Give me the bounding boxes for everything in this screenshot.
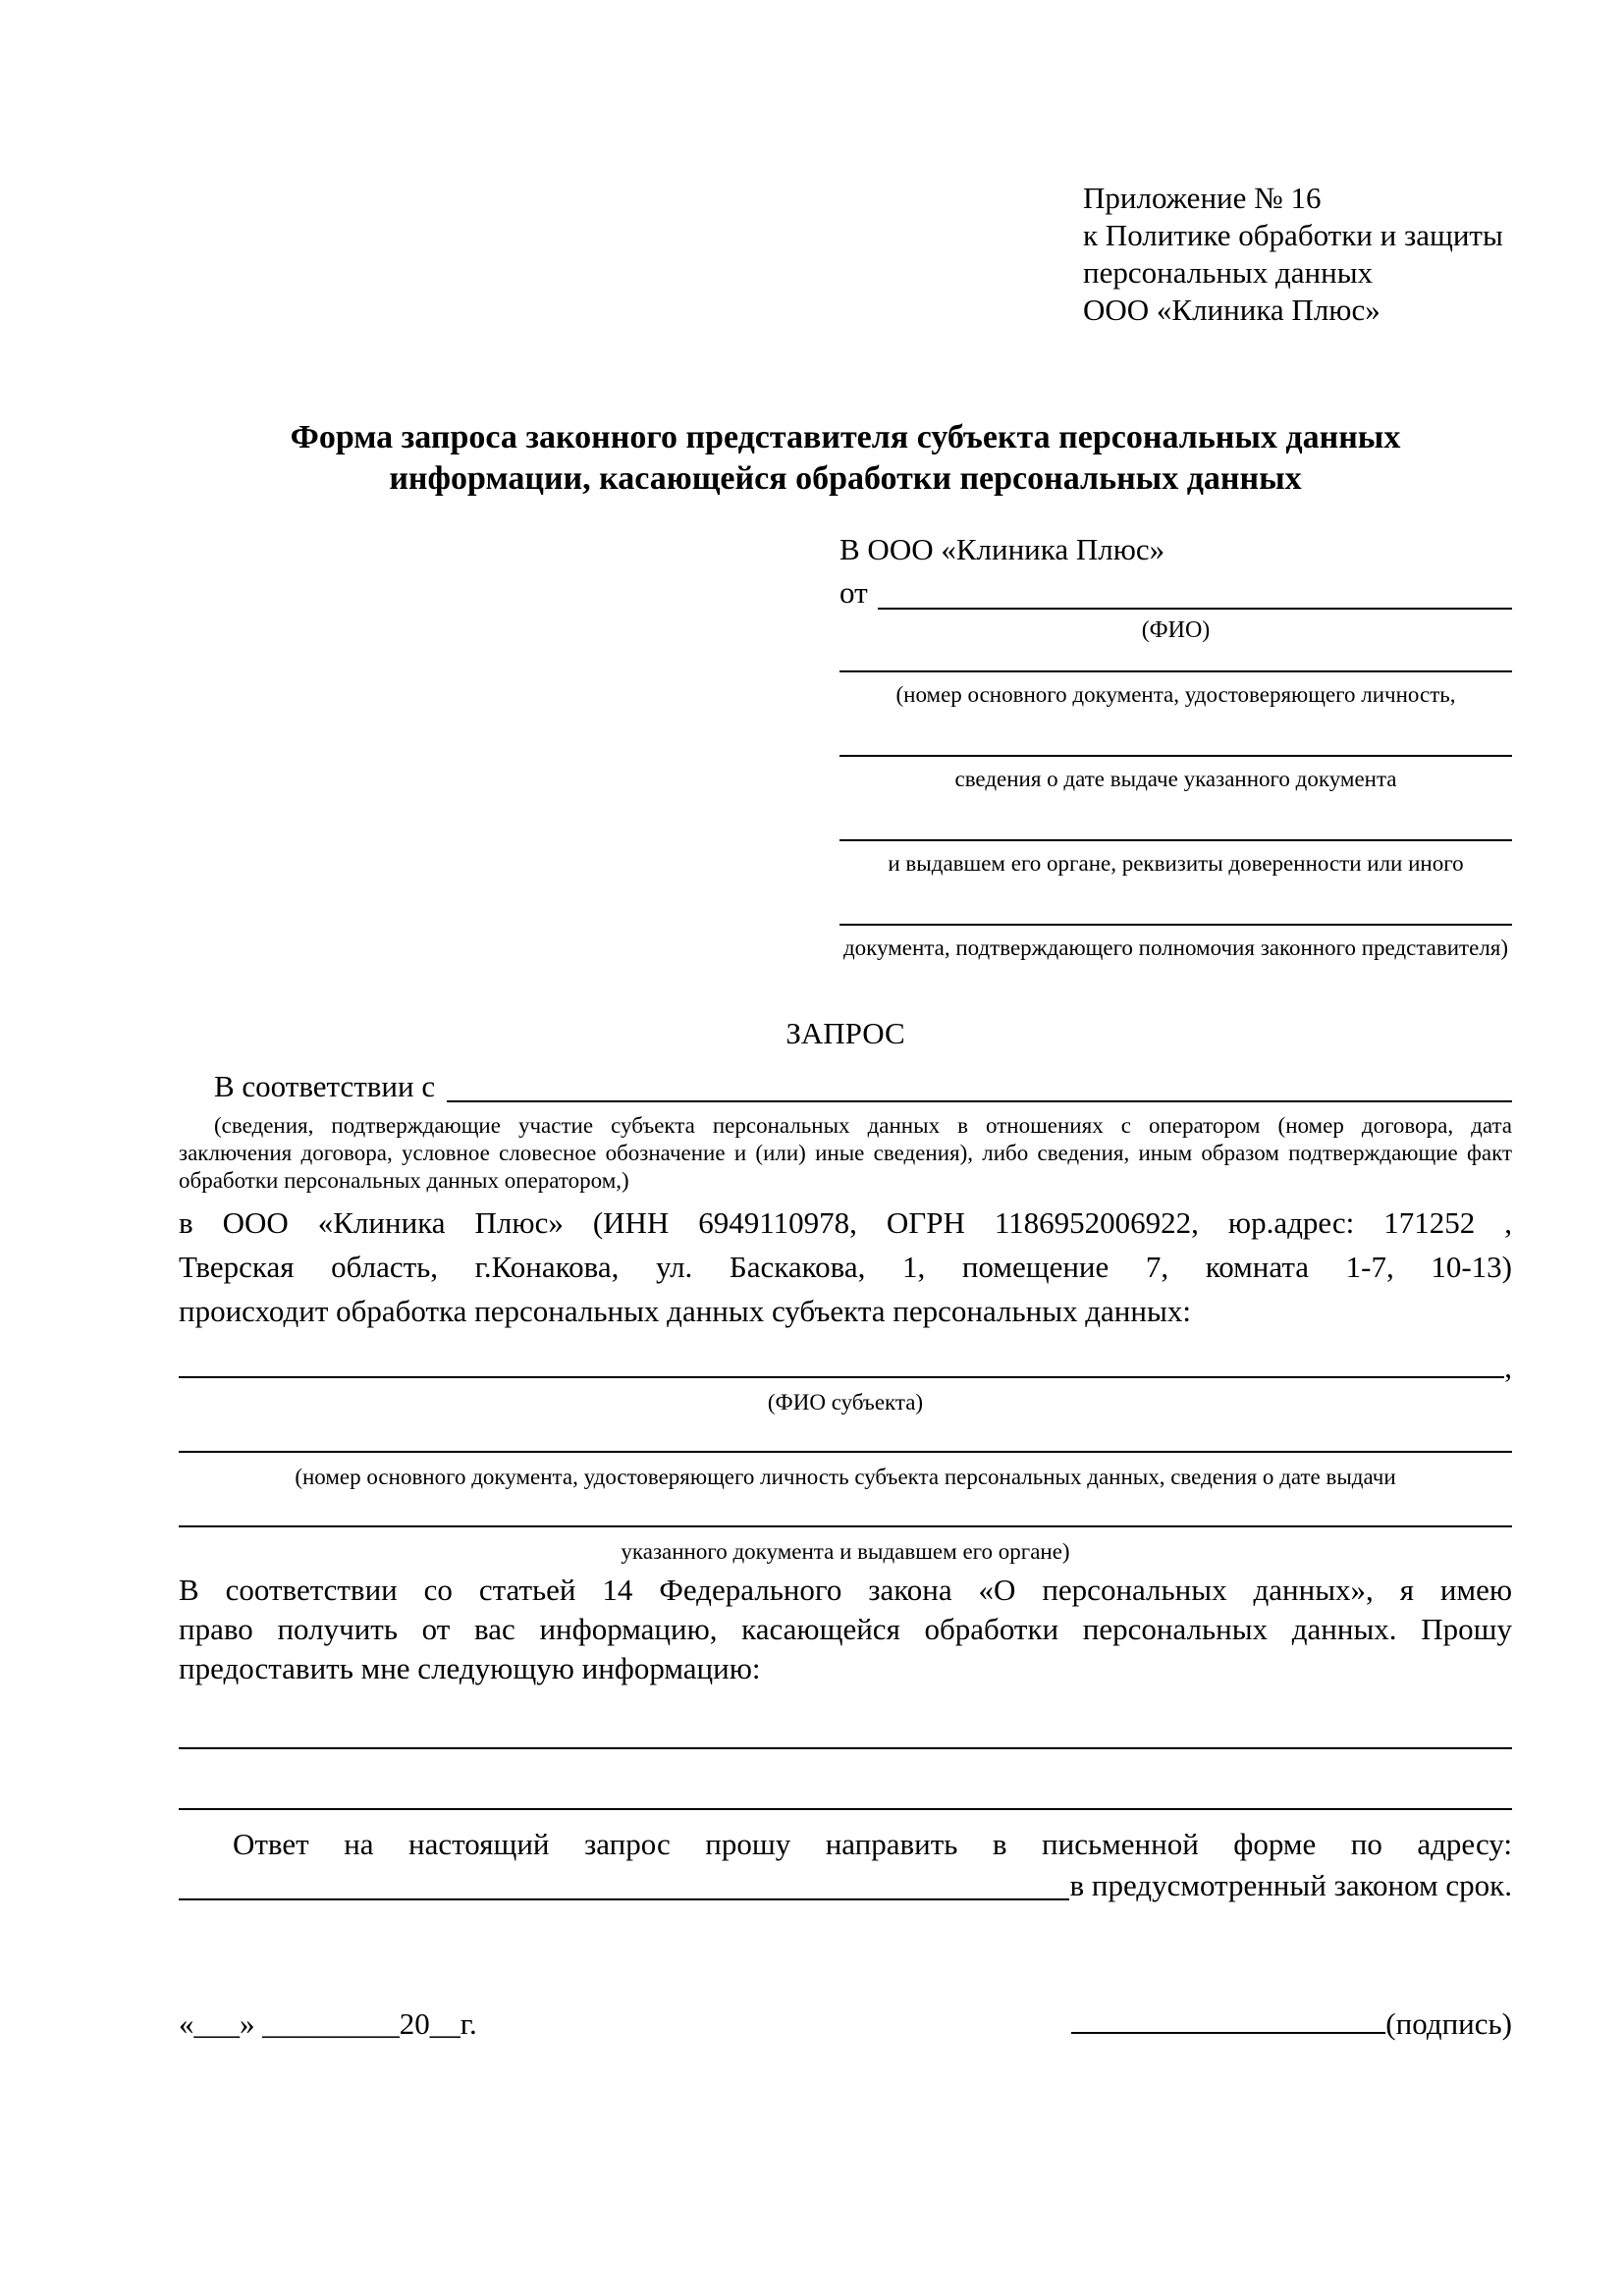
issuing-authority-caption: и выдавшем его органе, реквизиты доверенности или иного xyxy=(888,851,1464,876)
intro-caption xyxy=(179,1112,1512,1195)
blank-line-authority-document xyxy=(839,924,1512,926)
intro-caption-line: заключения договора, условное словесное обозначение и (или) иные сведения), либо сведения, иным образом подтверждающие факт xyxy=(179,1141,1512,1165)
appendix-header xyxy=(1083,180,1512,329)
form-title xyxy=(179,417,1512,500)
subject-authority-caption: указанного документа и выдавшем его органе) xyxy=(621,1539,1070,1564)
intro-label: В соответствии с xyxy=(214,1069,436,1103)
rights-paragraph-line: предоставить мне следующую информацию: xyxy=(179,1651,761,1685)
rights-paragraph-line: право получить от вас информацию, касающейся обработки персональных данных. Прошу xyxy=(179,1612,1512,1646)
reply-address-line xyxy=(179,1865,1512,1906)
issue-date-caption: сведения о дате выдаче указанного документа xyxy=(954,767,1397,791)
form-title-line: информации, касающейся обработки персональных данных xyxy=(389,460,1302,497)
reply-tail-text: в предусмотренный законом срок. xyxy=(1069,1868,1512,1902)
footer-row xyxy=(179,2004,1512,2044)
addressee-block xyxy=(839,529,1512,963)
header-line: Приложение № 16 xyxy=(1083,181,1322,215)
header-line: ООО «Клиника Плюс» xyxy=(1083,293,1380,327)
blank-line-subject-authority xyxy=(179,1525,1512,1527)
intro-blank-line xyxy=(447,1065,1512,1102)
signature-blank-line xyxy=(1071,2032,1385,2034)
form-title-line: Форма запроса законного представителя субъекта персональных данных xyxy=(290,419,1401,455)
subject-fio-blank-line xyxy=(179,1376,1504,1378)
id-document-caption: (номер основного документа, удостоверяющего личность, xyxy=(895,682,1456,707)
from-line xyxy=(839,570,1512,615)
addressee-company: В ООО «Клиника Плюс» xyxy=(839,532,1165,566)
subject-document-caption: (номер основного документа, удостоверяющего личность субъекта персональных данных, сведения о дате выдачи xyxy=(295,1465,1396,1489)
blank-line-subject-document xyxy=(179,1451,1512,1453)
operator-paragraph xyxy=(179,1201,1512,1333)
rights-paragraph-line: В соответствии со статьей 14 Федерального закона «О персональных данных», я имею xyxy=(179,1573,1512,1607)
blank-line-requested-info-2 xyxy=(179,1808,1512,1810)
fio-caption: (ФИО) xyxy=(1141,617,1211,643)
request-heading: ЗАПРОС xyxy=(785,1016,905,1050)
subject-fio-comma: , xyxy=(1504,1350,1512,1384)
blank-line-issuing-authority xyxy=(839,839,1512,841)
intro-caption-line: обработки персональных данных оператором,) xyxy=(179,1168,629,1193)
subject-fio-caption: (ФИО субъекта) xyxy=(767,1390,924,1415)
authority-document-caption: документа, подтверждающего полномочия законного представителя) xyxy=(842,935,1509,960)
intro-caption-line: (сведения, подтверждающие участие субъекта персональных данных в отношениях с оператором (номер договора, дата xyxy=(214,1113,1512,1138)
blank-line-issue-date xyxy=(839,755,1512,757)
header-line: к Политике обработки и защиты xyxy=(1083,218,1503,252)
operator-paragraph-line: в ООО «Клиника Плюс» (ИНН 6949110978, ОГРН 1186952006922, юр.адрес: 171252 , xyxy=(179,1205,1512,1240)
date-line: «___» _________20__г. xyxy=(179,2006,477,2041)
from-label: от xyxy=(839,575,868,610)
signature-block xyxy=(1071,2004,1512,2044)
signature-caption: (подпись) xyxy=(1385,2006,1512,2041)
header-line: персональных данных xyxy=(1083,255,1374,290)
intro-line xyxy=(179,1065,1512,1108)
rights-paragraph xyxy=(179,1571,1512,1688)
reply-address-blank-line xyxy=(179,1898,1069,1900)
blank-line-id-document xyxy=(839,670,1512,672)
operator-paragraph-line: происходит обработка персональных данных субъекта персональных данных: xyxy=(179,1294,1191,1328)
subject-fio-line xyxy=(179,1351,1512,1384)
operator-paragraph-line: Тверская область, г.Конакова, ул. Баскакова, 1, помещение 7, комната 1-7, 10-13) xyxy=(179,1250,1512,1284)
reply-sentence: Ответ на настоящий запрос прошу направить в письменной форме по адресу: xyxy=(233,1827,1512,1861)
blank-line-requested-info-1 xyxy=(179,1747,1512,1749)
from-blank-line xyxy=(878,570,1512,610)
